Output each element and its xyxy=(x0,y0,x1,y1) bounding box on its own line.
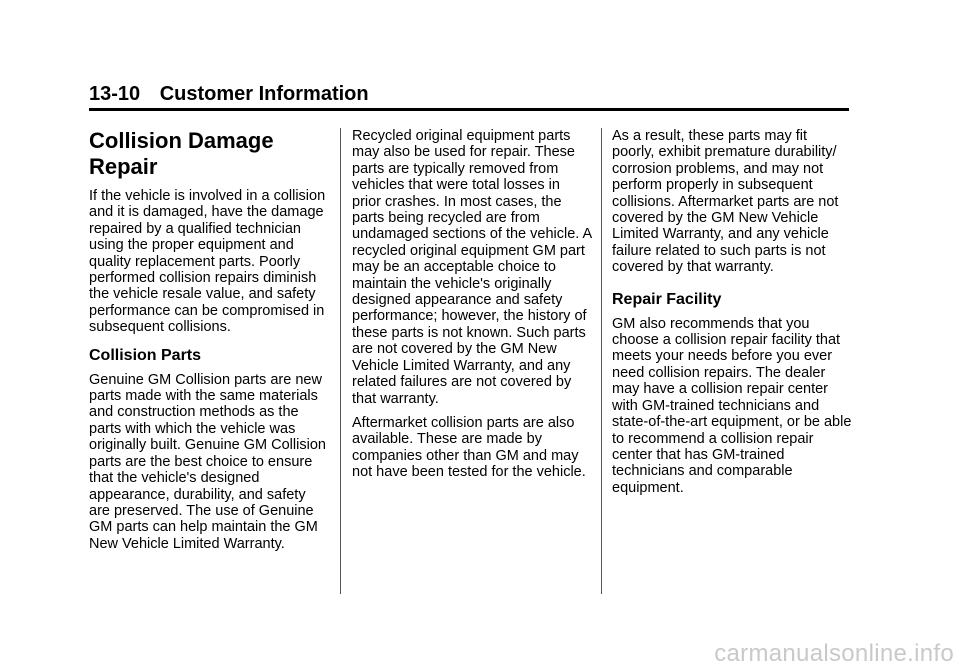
column-3 xyxy=(612,128,852,504)
column-divider xyxy=(601,128,602,594)
repair-facility-paragraph: GM also recommends that you choose a collision repair facility that meets your needs before you ever need collision repairs. The dealer may have a collision repair center with GM-trained technicians and state-of-the-art equipment, or be able to recommend a collision repair center that has GM-trained technicians and comparable equipment. xyxy=(612,315,852,496)
watermark: carmanualsonline.info xyxy=(714,640,954,667)
section-title: Collision Damage Repair xyxy=(89,128,274,179)
intro-paragraph: If the vehicle is involved in a collision and it is damaged, have the damage repaired by a qualified technician using the proper equipment and quality replacement parts. Poorly performed collision repairs diminish the vehicle resale value, and safety performance can be compromised in subsequent collisions. xyxy=(89,188,326,336)
aftermarket-parts-paragraph: Aftermarket collision parts are also available. These are made by companies other than GM and may not have been tested for the vehicle. xyxy=(352,414,586,481)
subheading-collision-parts: Collision Parts xyxy=(89,346,202,364)
column-divider xyxy=(340,128,341,594)
chapter-title: Customer Information xyxy=(159,83,369,105)
page-number: 13-10 xyxy=(89,83,141,105)
collision-parts-paragraph: Genuine GM Collision parts are new parts made with the same materials and construction methods as the parts with which the vehicle was originally built. Genuine GM Collision parts are the best choice to ensure that the vehicle's designed appearance, durability, and safety are preserved. The use of Genuine GM parts can help maintain the GM New Vehicle Limited Warranty. xyxy=(89,371,326,552)
recycled-parts-paragraph: Recycled original equipment parts may also be used for repair. These parts are typically removed from vehicles that were total losses in prior crashes. In most cases, the parts being recycled are from undamaged sections of the vehicle. A recycled original equipment GM part may be an acceptable choice to maintain the vehicle's originally designed appearance and safety performance; however, the history of these parts is not known. Such parts are not covered by the GM New Vehicle Limited Warranty, and any related failures are not covered by that warranty. xyxy=(352,128,592,407)
subheading-repair-facility: Repair Facility xyxy=(612,290,722,308)
page-header xyxy=(89,82,849,111)
aftermarket-result-paragraph: As a result, these parts may fit poorly, exhibit premature durability/ corrosion problems, and may not perform properly in subsequent collisions. Aftermarket parts are not covered by the GM New Vehicle Limited Warranty, and any vehicle failure related to such parts is not covered by that warranty. xyxy=(612,128,839,276)
column-1 xyxy=(89,128,329,560)
column-2 xyxy=(352,128,592,489)
